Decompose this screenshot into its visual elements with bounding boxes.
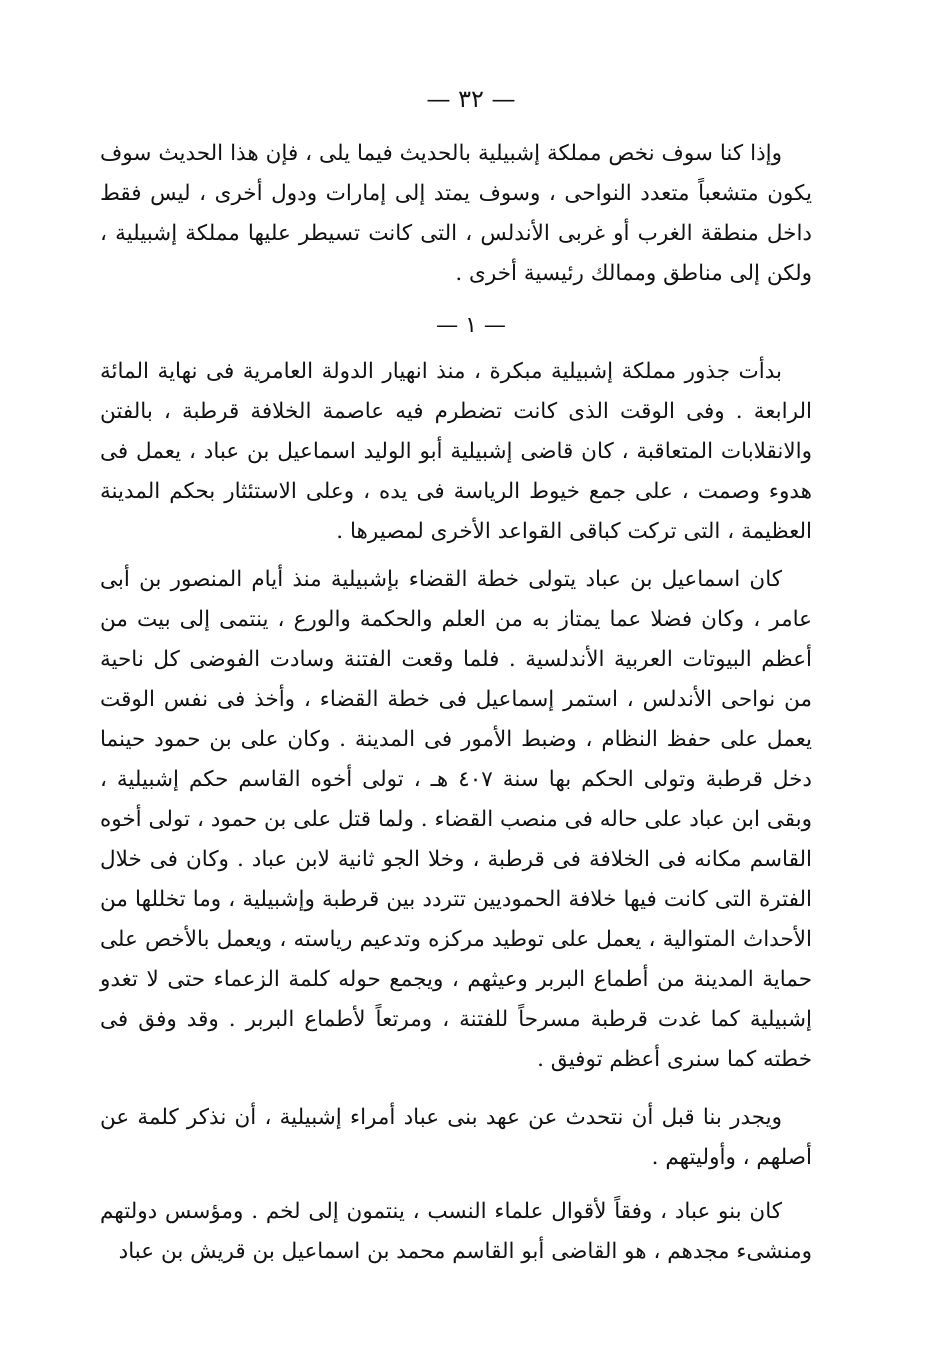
section-marker: — ١ — (436, 313, 506, 338)
paragraph-intro: وإذا كنا سوف نخص مملكة إشبيلية بالحديث فيما يلى ، فإن هذا الحديث سوف يكون متشعباً متعدد النواحى ، وسوف يمتد إلى إمارات ودول أخرى ، ليس فقط داخل منطقة الغرب أو غربى الأندلس ، التى كانت تسيطر عليها مملكة إشبيلية ، ولكن إلى مناطق وممالك رئيسية أخرى . (100, 141, 812, 286)
paragraph-banu-abbad: كان بنو عباد ، وفقاً لأقوال علماء النسب ، ينتمون إلى لخم . ومؤسس دولتهم ومنشىء مجدهم ، هو القاضى أبو القاسم محمد بن اسماعيل بن قريش بن عباد (100, 1199, 812, 1264)
paragraph-ismail: كان اسماعيل بن عباد يتولى خطة القضاء بإشبيلية منذ أيام المنصور بن أبى عامر ، وكان فضلا عما يمتاز به من العلم والحكمة والورع ، ينتمى إلى بيت من أعظم البيوتات العربية الأندلسية . فلما وقعت الفتنة وسادت الفوضى كل ناحية من نواحى الأندلس ، استمر إسماعيل فى خطة القضاء ، وأخذ فى نفس الوقت يعمل على حفظ النظام ، وضبط الأمور فى المدينة . وكان على بن حمود حينما دخل قرطبة وتولى الحكم بها سنة ٤٠٧ هـ ، تولى أخوه القاسم حكم إشبيلية ، وبقى ابن عباد على حاله فى منصب القضاء . ولما قتل على بن حمود ، تولى أخوه القاسم مكانه فى الخلافة فى قرطبة ، وخلا الجو ثانية لابن عباد . وكان فى خلال الفترة التى كانت فيها خلافة الحموديين تتردد بين قرطبة وإشبيلية ، وما تخللها من الأحداث المتوالية ، يعمل على توطيد مركزه وتدعيم رياسته ، ويعمل بالأخص على حماية المدينة من أطماع البربر وعيثهم ، ويجمع حوله كلمة الزعماء حتى لا تغدو إشبيلية كما غدت قرطبة مسرحاً للفتنة ، ومرتعاً لأطماع البربر . وقد وفق فى خطته كما سنرى أعظم توفيق . (100, 567, 812, 1072)
paragraph-roots: بدأت جذور مملكة إشبيلية مبكرة ، منذ انهيار الدولة العامرية فى نهاية المائة الرابعة . وفى الوقت الذى كانت تضطرم فيه عاصمة الخلافة قرطبة ، بالفتن والانقلابات المتعاقبة ، كان قاضى إشبيلية أبو الوليد اسماعيل بن عباد ، يعمل فى هدوء وصمت ، على جمع خيوط الرياسة فى يده ، وعلى الاستئثار بحكم المدينة العظيمة ، التى تركت كباقى القواعد الأخرى لمصيرها . (100, 359, 812, 544)
page-number: — ٣٢ — (426, 85, 516, 113)
paragraph-origins: ويجدر بنا قبل أن نتحدث عن عهد بنى عباد أمراء إشبيلية ، أن نذكر كلمة عن أصلهم ، وأوليتهم . (100, 1105, 812, 1170)
